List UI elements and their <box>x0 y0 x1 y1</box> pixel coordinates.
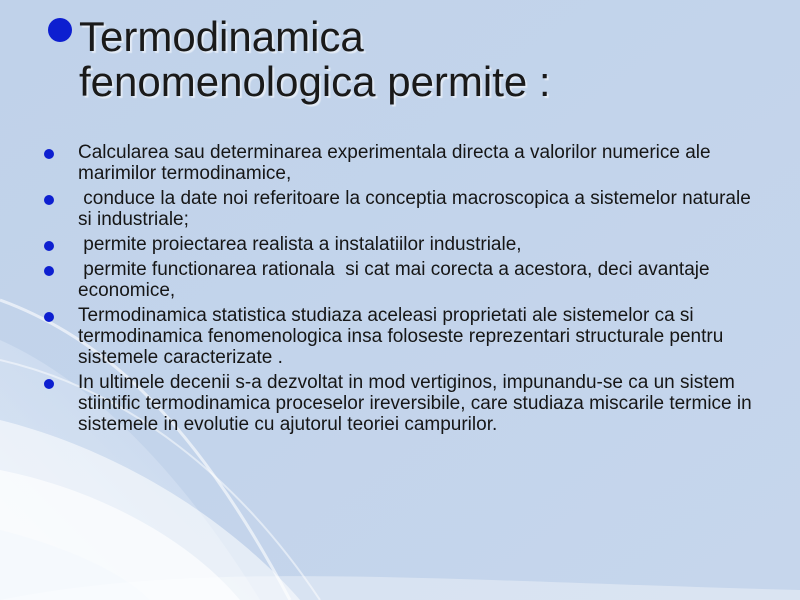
bullet-text: Termodinamica statistica studiaza aceleasi proprietati ale sistemelor ca si termodinamica fenomenologica insa foloseste reprezentari structurale pentru sistemele caracterizate . <box>78 305 729 368</box>
title-line-1: Termodinamica <box>79 13 364 60</box>
title-bullet-icon <box>48 18 72 42</box>
bullet-icon <box>44 266 54 276</box>
bullet-item <box>44 234 764 255</box>
bullet-text: In ultimele decenii s-a dezvoltat in mod vertiginos, impunandu-se ca un sistem stiintific termodinamica proceselor ireversibile, care studiaza miscarile termice in sistemele in evolutie cu ajutorul teoriei campurilor. <box>78 372 757 435</box>
bullet-text: Calcularea sau determinarea experimentala directa a valorilor numerice ale marimilor termodinamice, <box>78 142 716 184</box>
bullet-icon <box>44 312 54 322</box>
bullet-icon <box>44 241 54 251</box>
bullet-icon <box>44 149 54 159</box>
bullet-item <box>44 372 764 435</box>
bullet-list <box>44 142 764 439</box>
bullet-text: permite proiectarea realista a instalatiilor industriale, <box>78 234 522 255</box>
title-line-2: fenomenologica permite : <box>79 58 551 105</box>
bullet-icon <box>44 195 54 205</box>
bullet-item <box>44 188 764 230</box>
bullet-text: permite functionarea rationala si cat mai corecta a acestora, deci avantaje economice, <box>78 259 715 301</box>
bullet-text: conduce la date noi referitoare la conceptia macroscopica a sistemelor naturale si industriale; <box>78 188 757 230</box>
bullet-item <box>44 305 764 368</box>
bullet-item <box>44 259 764 301</box>
bullet-icon <box>44 379 54 389</box>
bullet-item <box>44 142 764 184</box>
slide-title <box>48 14 768 104</box>
